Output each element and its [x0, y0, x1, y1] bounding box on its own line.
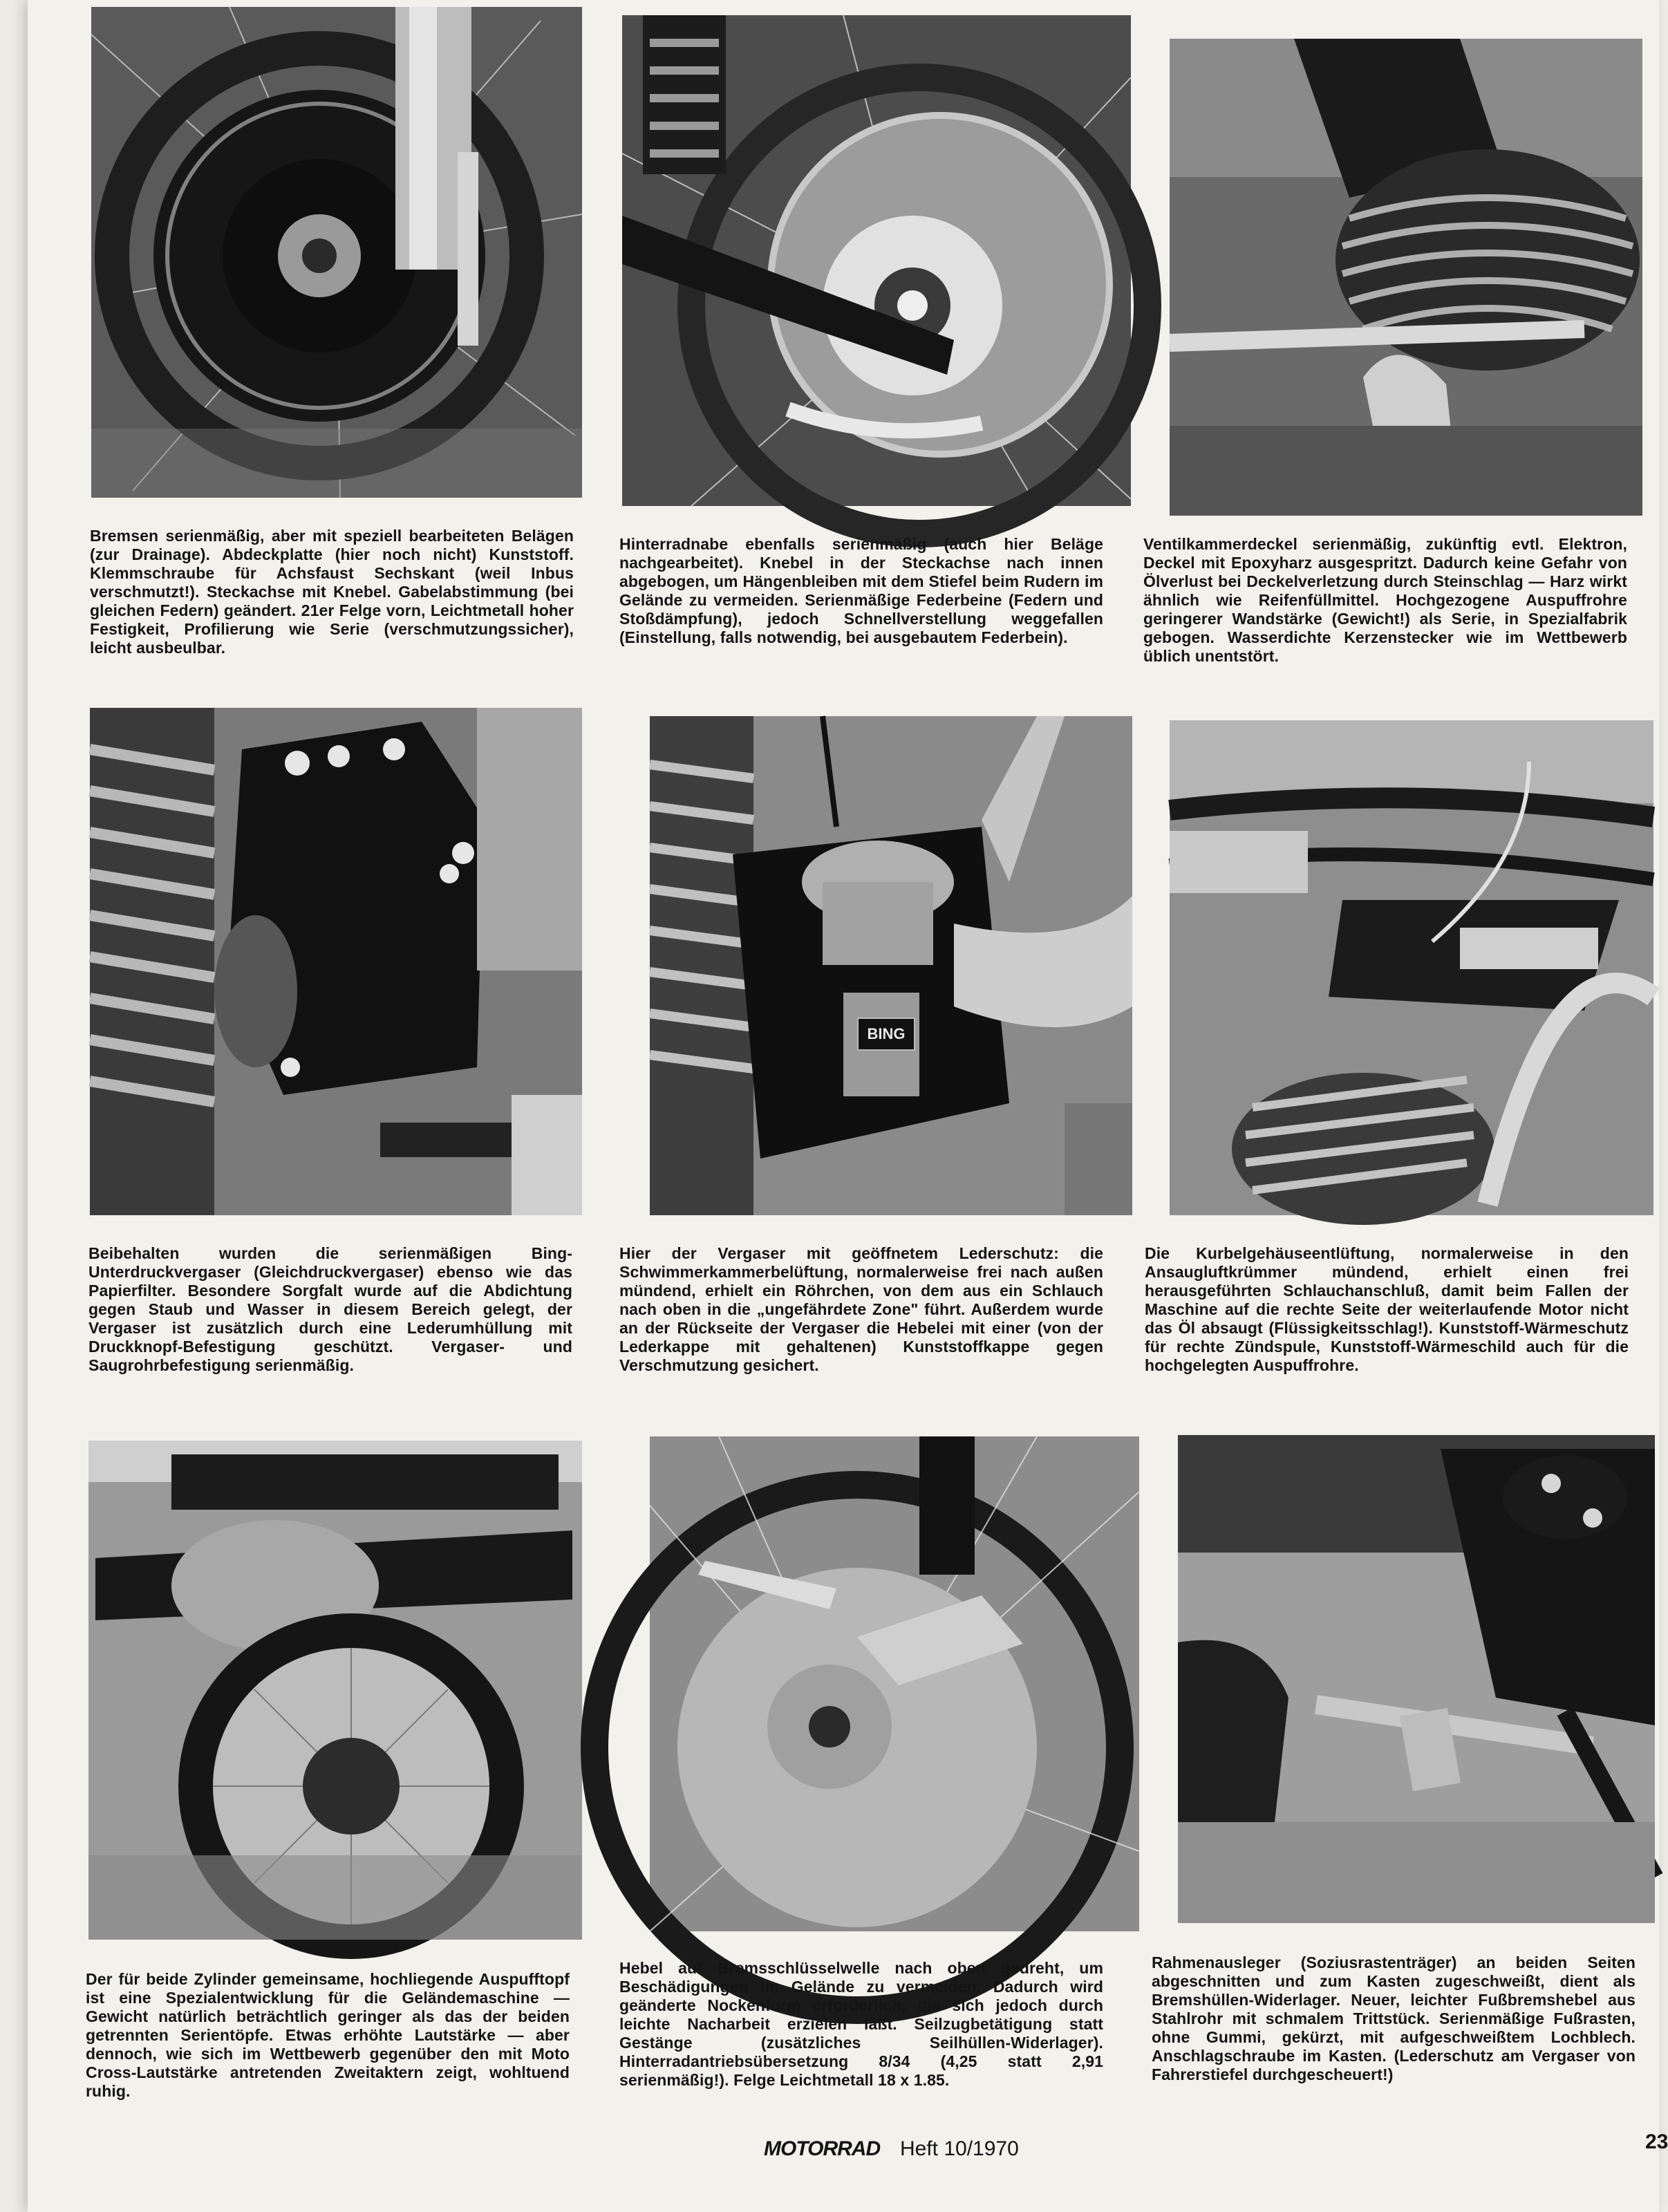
footer-issue: Heft 10/1970 [900, 2137, 1019, 2160]
caption-crankcase-vent: Die Kurbelgehäuseentlüftung, normalerweise in den Ansaugluftkrümmer mündend, erhielt einen frei herausgeführten Schlauchanschluß, damit beim Fallen der Maschine auf die rechte Seite der weiterlaufende Motor nicht das Öl absaugt (Flüssigkeitsschlag!). Kunststoff-Wärmeschutz für rechte Zündspule, Kunststoff-Wärmeschild auch für die hochgelegten Auspuffrohre. [1145, 1244, 1629, 1374]
photo-carburetor-covered [90, 708, 582, 1215]
rear-hub-photo [622, 15, 1131, 506]
photo-brake-lever [650, 1436, 1139, 1931]
caption-exhaust-muffler: Der für beide Zylinder gemeinsame, hochliegende Auspufftopf ist eine Spezialentwicklung für die Geländemaschine — Gewicht natürlich beträchtlich geringer als das der beiden getrennten Serientöpfe. Etwas erhöhte Lautstärke — aber dennoch, wie sich im Wettbewerb gegenüber den mit Moto Cross-Lautstärke antretenden Zweitaktern zeigt, wohltuend ruhig. [86, 1970, 570, 2100]
caption-frame-bracket: Rahmenausleger (Soziusrastenträger) an beiden Seiten abgeschnitten und zum Kasten zugeschweißt, dient als Bremshüllen-Widerlager. Neuer, leichter Fußbremshebel aus Stahlrohr mit schmalem Trittstück. Serienmäßige Fußrasten, ohne Gummi, gekürzt, mit aufgeschweißtem Lochblech. Anschlagschraube im Kasten. (Lederschutz am Vergaser von Fahrerstiefel durchgescheuert!) [1152, 1953, 1636, 2083]
bing-badge: BING [857, 1018, 915, 1051]
caption-rear-hub: Hinterradnabe ebenfalls serienmäßig (auch hier Beläge nachgearbeitet). Knebel in der Steckachse nach innen abgebogen, um Hängenbleiben mit dem Stiefel beim Rudern im Gelände zu vermeiden. Serienmäßige Federbeine (Federn und Stoßdämpfung), jedoch Schnellverstellung weggefallen (Einstellung, falls notwendig, bei ausgebautem Federbein). [619, 535, 1103, 646]
photo-carburetor-open [650, 716, 1132, 1215]
magazine-page [28, 0, 1668, 2212]
photo-rear-hub [622, 15, 1131, 506]
bing-carburetor-photo [650, 716, 1132, 1215]
photo-crankcase-vent [1170, 720, 1653, 1215]
frame-bracket-footrest-photo [1178, 1435, 1655, 1923]
caption-carburetor-open: Hier der Vergaser mit geöffnetem Lederschutz: die Schwimmerkammerbelüftung, normalerweise frei nach außen mündend, erhielt ein Röhrchen, von dem aus ein Schlauch nach oben in die „ungefährdete Zone" führt. Außerdem wurde an der Rückseite der Vergaser die Hebelei mit einer (von der Lederkappe mit gehaltenen) Kunststoffkappe gegen Verschmutzung gesichert. [619, 1244, 1103, 1374]
photo-valve-cover [1170, 39, 1642, 516]
photo-frame-bracket [1178, 1435, 1655, 1923]
photo-front-brake [91, 7, 582, 498]
exhaust-muffler-photo [88, 1441, 582, 1940]
page-number: 23 [1645, 2130, 1668, 2153]
crankcase-vent-photo [1170, 720, 1653, 1215]
front-brake-hub-photo [91, 7, 582, 498]
valve-cover-photo [1170, 39, 1642, 516]
caption-brake-lever: Hebel auf Bremsschlüsselwelle nach oben gedreht, um Beschädigungen im Gelände zu vermeiden. Dadurch wird geänderte Nockenform erforderlich, die sich jedoch durch leichte Nacharbeit erzielen läßt. Seilzugbetätigung statt Gestänge (zusätzliches Seilhüllen-Widerlager). Hinterradantriebsübersetzung 8/34 (4,25 statt 2,91 serienmäßig!). Felge Leichtmetall 18 x 1.85. [619, 1959, 1103, 2089]
carburetor-leather-cover-photo [90, 708, 582, 1215]
rear-brake-lever-photo [650, 1436, 1139, 1931]
caption-valve-cover: Ventilkammerdeckel serienmäßig, zukünftig evtl. Elektron, Deckel mit Epoxyharz ausgespritzt. Dadurch keine Gefahr von Ölverlust bei Deckelverletzung durch Steinschlag — Harz wirkt ähnlich wie Reifenfüllmittel. Hochgezogene Auspuffrohre geringerer Wandstärke (Gewicht!) als Serie, in Spezialfabrik gebogen. Wasserdichte Kerzenstecker wie im Wettbewerb üblich unentstört. [1143, 535, 1627, 665]
photo-exhaust-muffler [88, 1441, 582, 1940]
footer-brand: MOTORRAD [764, 2137, 881, 2160]
caption-carburetor-covered: Beibehalten wurden die serienmäßigen Bing-Unterdruckvergaser (Gleichdruckvergaser) ebenso wie das Papierfilter. Besondere Sorgfalt wurde auf die Abdichtung gegen Staub und Wasser in diesem Bereich gelegt, der Vergaser ist zusätzlich durch eine Lederumhüllung mit Druckknopf-Befestigung geschützt. Vergaser- und Saugrohrbefestigung serienmäßig. [88, 1244, 572, 1374]
caption-front-brake: Bremsen serienmäßig, aber mit speziell bearbeiteten Belägen (zur Drainage). Abdeckplatte (hier noch nicht) Kunststoff. Klemmschraube für Achsfaust Sechskant (weil Inbus verschmutzt!). Steckachse mit Knebel. Gabelabstimmung (bei gleichen Federn) geändert. 21er Felge vorn, Leichtmetall hoher Festigkeit, Profilierung wie Serie (verschmutzungssicher), leicht ausbeulbar. [90, 527, 574, 657]
